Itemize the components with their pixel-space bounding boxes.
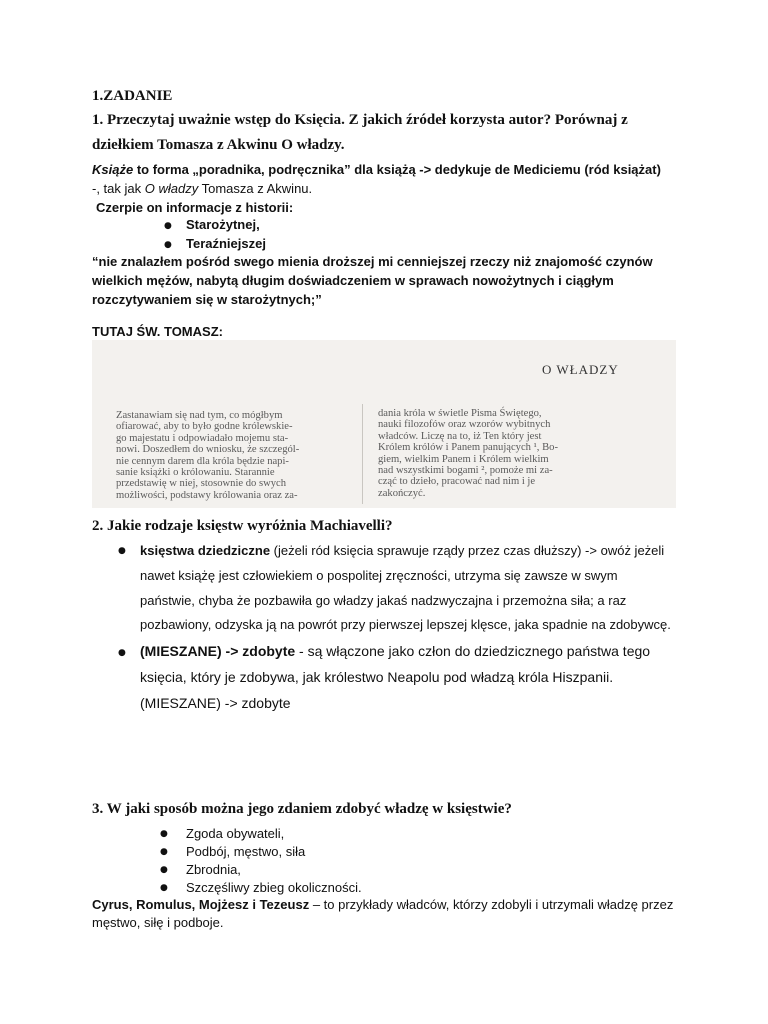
q3-item-2: Podbój, męstwo, siła (186, 844, 306, 859)
history-item-2: Teraźniejszej (186, 236, 266, 251)
quote-line-1: “nie znalazłem pośród swego mienia droższej mi cenniejszej rzeczy niż znajomość czynów (92, 254, 653, 269)
scan-left-column (116, 410, 299, 501)
quote-line-2: wielkich mężów, nabytą długim doświadczeniem w sprawach nowożytnych i ciągłym (92, 273, 614, 288)
q3-item-4: Szczęśliwy zbieg okoliczności. (186, 880, 362, 895)
q2-item-1-line-1 (140, 543, 664, 558)
bullet-icon: ● (118, 546, 126, 556)
scan-right-line: nad wszystkimi bogami ², pomoże mi za- (378, 465, 553, 477)
bullet-icon: ● (160, 883, 168, 893)
q2-item-2-line-3: (MIESZANE) -> zdobyte (140, 695, 291, 711)
scan-left-line: ofiarować, aby to było godne królewskie- (116, 421, 293, 433)
question-2-title: 2. Jakie rodzaje księstw wyróżnia Machiavelli? (92, 518, 393, 534)
answer-1-line-1 (92, 162, 661, 177)
scan-left-line: możliwości, podstawy królowania oraz za- (116, 489, 298, 501)
scan-column-rule (362, 404, 363, 504)
q2-item-1-line-3: państwie, chyba że pozbawiła go władzy jakaś nadzwyczajna i przemożna siła; a raz (140, 593, 627, 608)
scan-left-line: przedstawię w niej, stosownie do swych (116, 478, 287, 490)
tomasz-label: TUTAJ ŚW. TOMASZ: (92, 324, 223, 339)
scan-right-line: giem, wielkim Panem i Królem wielkim (378, 453, 549, 465)
bullet-icon: ● (160, 865, 168, 875)
bullet-icon: ● (118, 648, 126, 658)
question-3-title: 3. W jaki sposób można jego zdaniem zdobyć władzę w księstwie? (92, 801, 512, 817)
q2-item-1-term: księstwa dziedziczne (140, 543, 271, 558)
answer-1-line-2 (92, 181, 312, 196)
scan-title: O WŁADZY (542, 362, 619, 377)
scan-right-line: zakończyć. (378, 487, 426, 499)
scanned-excerpt-image (92, 340, 676, 508)
scan-right-column (378, 408, 558, 499)
scan-right-line: Królem królów i Panem panujących ¹, Bo- (378, 442, 558, 454)
history-item-1: Starożytnej, (186, 217, 260, 232)
answer-1-line-2-suffix: Tomasza z Akwinu. (198, 181, 313, 196)
q2-item-1-line-4: pozbawiony, odzyska ją na powrót przy pierwszej lepszej klęsce, jaka spadnie na zdobywcę. (140, 617, 671, 632)
q3-summary-text: – to przykłady władców, którzy zdobyli i utrzymali władzę przez (309, 897, 674, 912)
question-1-line-2: dziełkiem Tomasza z Akwinu O władzy. (92, 137, 345, 153)
scan-left-line: sanie książki o królowaniu. Starannie (116, 467, 275, 479)
answer-1-line-3: Czerpie on informacje z historii: (96, 200, 294, 215)
q3-item-3: Zbrodnia, (186, 862, 241, 877)
q3-summary-names: Cyrus, Romulus, Mojżesz i Tezeusz (92, 897, 310, 912)
answer-1-subject: Książe (92, 162, 134, 177)
bullet-icon: ● (164, 240, 172, 250)
q2-item-1-text: (jeżeli ród księcia sprawuje rządy przez czas dłuższy) -> owóż jeżeli (270, 543, 665, 558)
scan-left-line: nowi. Doszedłem do wniosku, że szczegól- (116, 444, 300, 456)
q3-item-1: Zgoda obywateli, (186, 826, 285, 841)
q2-item-2-text: - są włączone jako człon do dziedzicznego państwa tego (295, 643, 651, 659)
scan-left-line: nie cennym darem dla króla będzie napi- (116, 455, 289, 467)
bullet-icon: ● (160, 847, 168, 857)
q2-item-2-term: (MIESZANE) -> zdobyte (140, 643, 296, 659)
answer-1-book-title: O władzy (144, 181, 199, 196)
q2-item-2-line-2: księcia, który je zdobywa, jak królestwo Neapolu pod władzą króla Hiszpanii. (140, 669, 614, 685)
scan-right-line: cząć to dzieło, pracować nad nim i je (378, 476, 536, 488)
q2-item-2-line-1 (140, 643, 650, 659)
question-1-line-1: 1. Przeczytaj uważnie wstęp do Księcia. Z jakich źródeł korzysta autor? Porównaj z (92, 112, 628, 128)
q3-summary-line-2: męstwo, siłę i podboje. (92, 915, 224, 930)
q3-summary-line-1 (92, 897, 673, 912)
scan-left-line: Zastanawiam się nad tym, co mógłbym (116, 410, 283, 421)
bullet-icon: ● (160, 829, 168, 839)
q2-item-1-line-2: nawet książę jest człowiekiem o pospolitej zręczności, utrzyma się zawsze w swym (140, 568, 618, 583)
scan-right-line: władców. Liczę na to, iż Ten który jest (378, 430, 542, 442)
scan-right-line: dania króla w świetle Pisma Świętego, (378, 408, 542, 419)
scan-right-line: nauki filozofów oraz wzorów wybitnych (378, 419, 551, 431)
bullet-icon: ● (164, 221, 172, 231)
quote-line-3: rozczytywaniem się w starożytnych;” (92, 292, 322, 307)
answer-1-line-2-prefix: -, tak jak (92, 181, 145, 196)
answer-1-line-1-text: to forma „poradnika, podręcznika” dla książą -> dedykuje de Mediciemu (ród książat) (133, 162, 661, 177)
section-heading: 1.ZADANIE (92, 88, 173, 104)
scan-left-line: go majestatu i odpowiadało mojemu sta- (116, 432, 289, 444)
